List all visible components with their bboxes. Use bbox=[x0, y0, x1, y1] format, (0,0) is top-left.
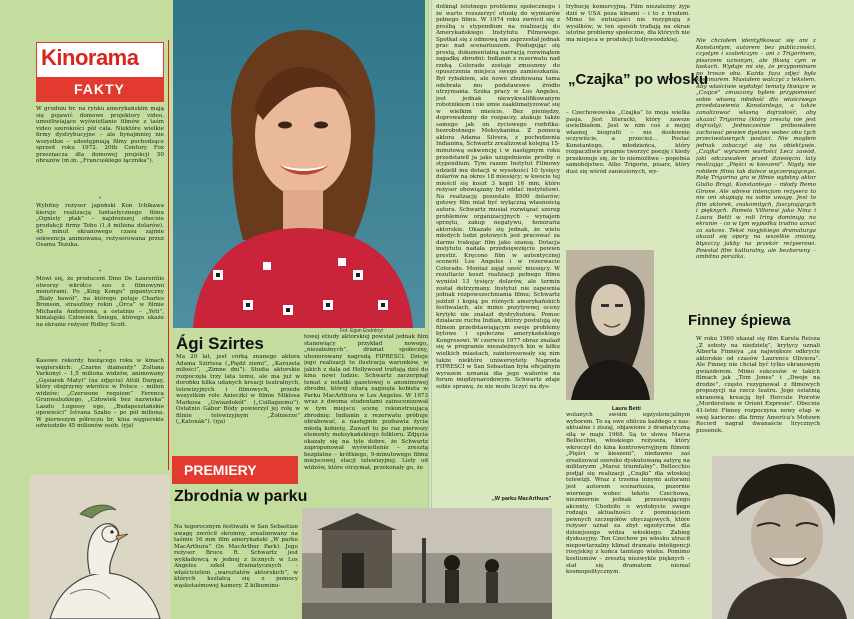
zbrodnia-paragraph-3: dotknął istotnego problemu społecznego i że warto rozszerzyć etiudę do wymiarów pełnego filmu. W 1974 roku zwrócił się z prośbą o stypendium na realizację do Amerykańskiego Instytutu Filmowego. Spotkał się z odmową nie zaprzestał jednak prac nad scenariuszem. Posługując się prostą, dokumentalną narracją rozwinąłem zagadkę zbrodni: Indianin z rezerwatu nad rzeką Colorado zostaje zmuszony do opuszczenia miejsca swego zamieszkania. Był rybakiem, ale nowo zbudowana tama odebrała mu podstawowe źródło utrzymania. Szuka pracy w Los Angeles, jest jednak niewykwalifikowanym robotnikiem i nie umie zaaklimatyzować się w wielkim mieście. Bez pieniędzy, doprowadzony do rozpaczy, atakuje także samego jak on życiowego rozbitka: bezrobotnego Meksykanina. Z pomocą aktora Adama Silvera, z pochodzenia Indianina, Schwartz zrealizował kolejną 15-minutową sekwencję i w następnym roku przedstawił ja jako uzupełnienie prośby o stypendium. Tym razem Instytut Filmowy udzielił mu dotacji w wysokości 10 tysięcy dolarów na okres 18 miesięcy; w kwocie tej mieścił się koszt 3 kopii 16 mm, które reżyser obowiązany był oddać instytutowi. Na realizację pozostało 8500 dolarów; gotowy film miał być wyłączną własnością autora. Schwartz musiał rozwiązać szereg problemów organizacyjnych – wynajem sprzętu, zakup negatywu, honoraria aktorskie. Okazało się jednak, że wielu młodych ludzi gotowych jest pracować za darmo trakując film jako szansę. Dotacja instytutu nadała przedsięwzięciu pewien prestiż. Kręcono film w autentycznej scenerii Los Angeles i w rezerwacie Colorado. Montaż zajął sześć miesięcy. W rezultacie koszt realizacji pełnego filmu wyniósł 13 tysięcy dolarów, ale termin został dotrzymany. Instytut nie zapewnia jednak rozpowszechniania filmu; Schwartz jeździł i kopią po różnych amerykańskich festiwalach, ale mimo pozytywnej oceny krytyki nie znalazł dystrybutora. Pomoc działacze ruchu Indian, którzy postulują się filmem przedstawiającym swoje problemy bytowe i społeczne amerykańskiego Kongresowi. W czerwcu 1977 obraz znalazł się w programie niezależnych kin w kilku wielkich miastach, zainteresowały się nim także niektóre uniwersytety. Nagroda FIPRESCI w San Sebastian była oficjalnym wyrazem uznania dla jego walorów na forum międzynarodowym. Schwartz zdaje sobie sprawę, że nie może liczyć na dys- bbox=[436, 4, 560, 390]
zbrodnia-title: Zbrodnia w parku bbox=[174, 488, 308, 505]
independent-film-paragraph: trybucję komercyjną. Film niezależny żyje dziś w USA poza kinami – i to z trudem. Mimo to entuzjaści nie rezygnują z wysiłków; w ten sposób trafiają na ekran istotne problemy społeczne, dla których nie ma miejsca w produkcji hollywoodzkiej. bbox=[566, 4, 690, 43]
laura-betti-caption: Laura Betti bbox=[612, 406, 641, 412]
zbrodnia-column-1 bbox=[174, 524, 298, 619]
separator: * bbox=[98, 196, 102, 202]
kinorama-paragraph-4 bbox=[36, 358, 164, 470]
separator: * bbox=[98, 269, 102, 275]
czajka-continued-paragraph: wolanych swoim egzystencjalnym wyborem. To są owe oblicza każdego z nas: aktualne i ziszaj, objawione z dramatyczną siłą w maju 1968. Są to słowa Marca Bellocchio, włoskiego reżysera, który wkroczył do kina kontrowersyjnym filmem „Pięści w kieszeni”, niedawno zaś zrealizował szeroko dyskutowaną satyrę na militaryzm „Marsz triumfalny”. Bellocchio podjął się realizacji „Czajki” dla włoskiej telewizji. Wraz z trzema innymi autorami jest autorem scenariusza, pozornie wiernego wobec tekstu Czechowa, niezmiernie jednak przesuwającego akcenty. Chodziło o wydobycie swego rodzaju aktualności z pominięciem pewnych szczegółów obyczajowych, które reżyser uznał za zbyt egzotyczne dla dzisiejszego widza włoskiego. Zabieg dyskusyjny. Ten Czechow po włosku utracił niepowtarzalny klimat dramatu inteligencji rosyjskiej z końca tamtego wieku. Pomimo kostiumów – zresztą niezwykle pięknych – stał się dramatem niemal kosmopolitycznym. bbox=[566, 412, 690, 576]
czajka-quote-text bbox=[696, 38, 816, 306]
premiery-banner bbox=[172, 456, 298, 484]
czajka-intro-paragraph: – Czechowowska „Czajka” to moja wielka pasja. Jest literacki, który zawsze uwielbiałem. Jest w nim coś z mojej własnej biografii – nie dosłownie oczywiście, a przecież… Postać Konstantego, młodzieńca, który rozpaczliwie pragnie tworzyć poezję i kiedy przekonuje się, że to niemożliwe – popełnia samobójstwo. Albo Trigorin, pisarz, który dusi się wśród zaniesionych, wy- bbox=[566, 110, 690, 175]
agi-szirtes-paragraph: Ma 20 lat, jest córką znanego aktora Adama Szirtesa („Piędź ziemi”, „Karuzela miłości”, „Zimne dni”). Studia aktorskie rozpoczęła trzy lata temu, ale ma już w dorobku kilka udanych kreacji teatralnych, telewizyjnych i filmowych, przede wszystkim role Aniecżki w filmie Miklosa Markosa „Gwiazdokół” („Csillagzemu”). Ostatnio Gábor Bódy powierzył jej rolę w filmie telewizyjnym „Żołnierze” („Katonák”). (rja) bbox=[176, 354, 300, 426]
kinorama-text-4: Kasowe rekordy bieżącego roku w kinach węgierskich: „Czarne diamenty” Zoltana Varkonyi – 1,5 miliona widzów, animowany „Gęsiarek Matyi” (na zdjęciu) Attili Dargay, który obejrzymy wkrótce w Polsce – milion widzów; „Czerwone requiem” Ferenca Grunwalszkiego, „Człowiek bez nazwiska” Laszlo Lugossy ego, „Budapesztańskie opowieści” Istvana Szabo – po pół miliona. W pierwszym półroczu br. kina węgierskie odwiedziło 45 milionów osób. (rja) bbox=[36, 358, 164, 430]
agi-szirtes-text bbox=[176, 354, 300, 454]
macarthur-park-still bbox=[302, 508, 552, 619]
zbrodnia-paragraph-2: towej etiudy aktorskiej powstał jednak film stanowiący przykład nowego, „niezależnych”, dramat społeczny, uhonorowany nagrodą FIPRESCI. Dzieje jego realizacji to ilustracja warunków, w jakich z dala od Hollywood trafiają dziś do kina nowi ludzie. Schwartz zaczerpnął temat z notatki gazetowej o anonimowej zbrodni, której ofiarą zaginęła kobieta w Parku MacArthura w Los Angeles. W 1973 wraz z dwoma studentami zainscenizował w tym miejscu scenę rekonstruującą zbrodnię: Indianin z rezerwatu próbuje obrabować, a następnie pozbawia życia młodą kobietę. Zawarł tu po raz pierwszy elementy meksykańskiego folkloru. Zdjęcia okazały się na tyle dobre, że Schwartz zaproponował wyświetlenie – zresztą bezpłatne – krótkiego, 9-minutowego filmu miejscowej stacji telewizyjnej. Listy od widzów, które otrzymał, przekonały go, że bbox=[304, 334, 428, 471]
separator: * bbox=[98, 349, 102, 355]
fakty-label: FAKTY bbox=[74, 81, 125, 97]
goose-illustration bbox=[30, 474, 170, 619]
kinorama-paragraph-3 bbox=[36, 276, 164, 348]
finney-paragraph: W roku 1960 ukazał się film Karela Reisza „Z soboty na niedzielę”, krytycy uznali Alberta Finneya „za największe odkrycie aktorskie od czasów Laurence Oliviera”. Ale Finney nie chciał być tylko ekranowym gwiazdorem. Mimo sukcesów w takich filmach jak „Tom Jones” i „Dwoje na drodze”, często rezygnował z filmowych propozycji na rzecz teatru. Jego ostatnią ekranową kreacją był Hercule Poirotw „Morderstwie w Orient Expresie”. Obecnie 41-letni Finney rozpoczyna nowy etap w swej karierze: dla firmy America's Motown Record nagrał dwanaście lirycznych piosenek. bbox=[696, 336, 820, 434]
kinorama-paragraph-1 bbox=[36, 106, 164, 196]
finney-heading: Finney śpiewa bbox=[688, 312, 791, 329]
independent-film-text bbox=[566, 4, 690, 68]
czajka-quote-paragraph: Nie chciałem identyfikować się ani z Konstantym, autorem bez publiczności, czystym i szaleńczym – ani z Trigorinem, pisarzem uznanym, ale fikwią cym w łaskach. Wydaje mi się, że przypominam po trosze obu. Każda faza zdjęć była koszmarem. Musiałem walczyć z tekstem. Aby właściwie wydobyć tematy tkwiące w „Czajce” zmuszony byłem przypomnieć sobie własną młodość dla właściwego przedstawienia Konstantego, a także zanalizować własną dojrzałość, aby ukazać Trigorina (który zresztą nie jest dojrzały). Jednocześnie próbowałem zachować pewien dystans wobec obu tych przeciwstawnych postaci. Nie mogłem jednak zobaczyć się na obiektywie. „Czajka” wyrazem wartości Lecz zawód, jaki odczuwałem przed dziesięciu laty realizując „Pięści w kieszeni”. Nigdy nie robiłem filmu tak dalece wyczerpującego. Rolę Trigorina gra w filmie wybitny aktor Giulio Brogi, Konstantego – młody Remo Girone. Ale wbrew intencjom reżysera to nie oni skupiają na sobie uwagę. Jest to film aktorek, znakomitych, fascynujących i pięknych. Pamela Villoresi jako Nina i Laura Betti w roli Iriny dominują na ekranie – co w tym wypadku trudno uznać za sukces. Tekst rosyjskiego dramaturga okazał się opory na wszelkie zmiany, błyszczy jakby na przekór reżyserowi. Powstał film kulturalny, ale bezbarwny – ambitna porażka. bbox=[696, 38, 816, 261]
fakty-banner bbox=[36, 78, 164, 102]
agi-szirtes-portrait bbox=[173, 0, 425, 328]
kinorama-header bbox=[36, 42, 164, 78]
kinorama-text-1: W grudniu br. na rynku amerykańskim mają się pojawić domowe projektory video, umożliwiające wyświetlanie filmów z taśm video szerokości pół cala. Niektóre wielkie firmy dystrybucyjne – ale bynajmniej nie wszystkie – udostępniają filmy pochodzące sprzed roku 1972. 20th Century Fox przeznacza dla domowej projekcji 50 obrazów (m.in. „Francuskiego łącznika”). bbox=[36, 106, 164, 165]
kinorama-text-2: Wybitny reżyser japoński Kon Ichikawa kieruje realizacją fantastycznego filmu „Ognisty ptak” – najdroższej obecnie produkcji firmy Toho (1,4 miliona dolarów). 45 minut ekranowego czasu zajmie sekwencja animowana, reżyserowana przez Osamu Tezuka. bbox=[36, 203, 164, 249]
kinorama-paragraph-2 bbox=[36, 203, 164, 269]
premiery-label: PREMIERY bbox=[184, 462, 257, 478]
zbrodnia-column-3 bbox=[436, 4, 560, 494]
kinorama-text-3: Mówi się, że producent Dino De Laurentiis otworzy wkrótce zoo z filmowymi monstrami. Po „King Kongu” gigantyczny „Biały bawół”, na którego poluje Charles Bronson, straszliwy rekin „Orca” w filmie Michaela Andersona, a ostatnio – „Yeti”, himalajski Człowiek Śniegu, którego ukaże na ekranie reżyser Ridley Scott. bbox=[36, 276, 164, 328]
czajka-intro-text bbox=[566, 110, 690, 246]
czajka-continued-text bbox=[566, 412, 690, 619]
column-rule bbox=[168, 40, 169, 470]
finney-text bbox=[696, 336, 820, 454]
kinorama-title: Kinorama bbox=[41, 45, 139, 70]
photo-credit: Fot. Egon Endrényi bbox=[340, 328, 383, 334]
albert-finney-photo bbox=[712, 456, 854, 619]
park-photo-caption: „W parku MacArthura” bbox=[492, 496, 552, 502]
czajka-heading: „Czajka” po włosku bbox=[568, 71, 709, 88]
agi-szirtes-heading: Ági Szirtes bbox=[176, 334, 264, 353]
zbrodnia-heading bbox=[174, 488, 307, 506]
laura-betti-photo bbox=[566, 250, 654, 400]
zbrodnia-paragraph-1: Na tegorocznym festiwalu w San Sebastian uwagę zwrócił skromny, zrealizowany na taśmie 16 mm film amerykański „W parku MacArthura” (In MacArthur Park). Jego reżyser Bruce R. Schwartz jest wykładowcą w jednej z licznych w Los Angeles szkół dramatycznych – właścicielem „warsztatów aktorskich”, w których kształcą się z pomocy wąskotaśmowej kamery. Z kilkuminu- bbox=[174, 524, 298, 589]
zbrodnia-column-2 bbox=[304, 334, 428, 502]
